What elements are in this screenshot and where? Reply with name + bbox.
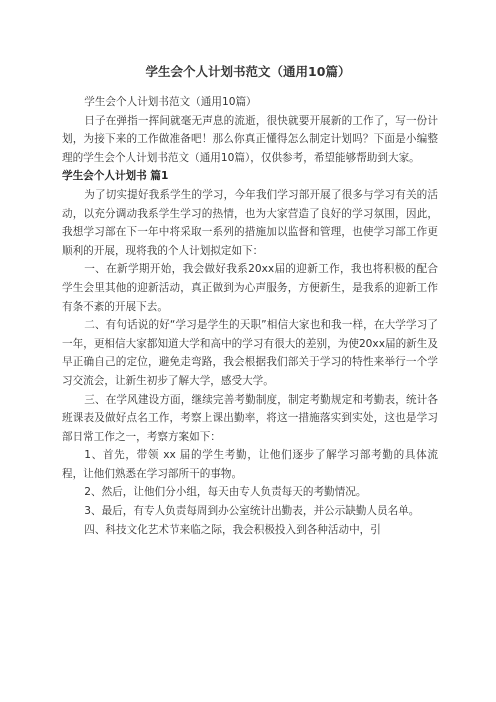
document-title: 学生会个人计划书范文（通用10篇） (145, 64, 351, 79)
list-item: 3、最后，有专人负责每周到办公室统计出勤表，并公示缺勤人员名单。 (84, 505, 420, 518)
intro-paragraph: 日子在弹指一挥间就毫无声息的流逝，很快就要开展新的工作了，写一份计划，为接下来的工作做准备吧！那么你真正懂得怎么制定计划吗？下面是小编整理的学生会个人计划书范文（通用10篇），仅供参考，希望能够帮助到大家。 (62, 114, 438, 164)
body-paragraph: 三、在学风建设方面，继续完善考勤制度，制定考勤规定和考勤表，统计各班课表及做好点名工作，考察上课出勤率，将这一措施落实到实处，这也是学习部日常工作之一，考察方案如下： (62, 393, 438, 443)
subtitle-paragraph: 学生会个人计划书范文（通用10篇） (84, 96, 257, 108)
document-body (62, 93, 438, 539)
body-paragraph: 二、有句话说的好“学习是学生的天职”相信大家也和我一样，在大学学习了一年，更相信大家都知道大学和高中的学习有很大的差别，为使20xx届的新生及早正确自己的定位，避免走弯路，我会根据我们部关于学习的特性来举行一个学习交流会，让新生初步了解大学，感受大学。 (62, 319, 438, 387)
body-paragraph: 一、在新学期开始，我会做好我系20xx届的迎新工作，我也将积极的配合学生会里其他的迎新活动，真正做到为心声服务，方便新生，是我系的迎新工作有条不紊的开展下去。 (62, 263, 438, 313)
list-item: 2、然后，让他们分小组，每天由专人负责每天的考勤情况。 (84, 486, 367, 499)
body-paragraph: 为了切实提好我系学生的学习，今年我们学习部开展了很多与学习有关的活动，以充分调动我系学生学习的热情，也为大家营造了良好的学习氛围，因此，我想学习部在下一年中将采取一系列的措施加以监督和管理，也使学习部工作更顺利的开展，现将我的个人计划拟定如下： (62, 188, 438, 257)
section-heading: 学生会个人计划书 篇1 (62, 170, 169, 183)
list-item: 1、首先，带领 xx 届的学生考勤，让他们逐步了解学习部考勤的具体流程，让他们熟悉在学习部所干的事物。 (62, 449, 438, 480)
body-paragraph: 四、科技文化艺术节来临之际，我会积极投入到各种活动中，引 (84, 523, 381, 536)
